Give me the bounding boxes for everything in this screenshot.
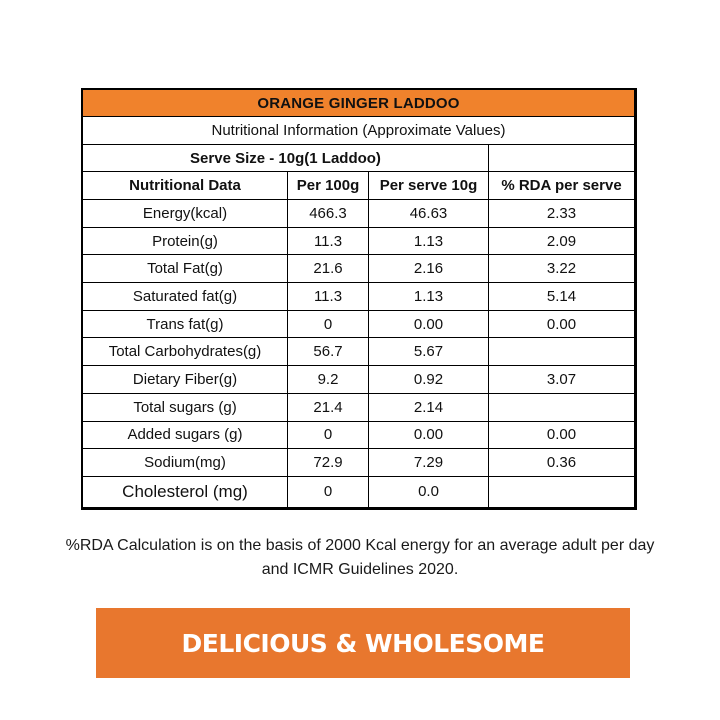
- rda-value: [489, 338, 634, 365]
- table-row: [83, 394, 634, 422]
- table-row: [83, 200, 634, 228]
- per-serve-value: 2.16: [369, 255, 489, 282]
- table-header-row: [83, 172, 634, 200]
- per-100g-value: 72.9: [288, 449, 369, 476]
- per-100g-value: 11.3: [288, 283, 369, 310]
- nutrient-name: Sodium(mg): [83, 449, 288, 476]
- per-serve-value: 0.00: [369, 311, 489, 338]
- table-row: [83, 338, 634, 366]
- header-nutritional-data: Nutritional Data: [83, 172, 288, 199]
- per-serve-value: 5.67: [369, 338, 489, 365]
- serve-size-cell: [83, 145, 489, 171]
- nutrient-name: Saturated fat(g): [83, 283, 288, 310]
- per-serve-value: 1.13: [369, 283, 489, 310]
- product-name: ORANGE GINGER LADDOO: [257, 94, 460, 112]
- header-per-100g: Per 100g: [288, 172, 369, 199]
- nutrient-name: Total Fat(g): [83, 255, 288, 282]
- tagline-text: DELICIOUS & WHOLESOME: [181, 628, 545, 658]
- per-serve-value: 7.29: [369, 449, 489, 476]
- table-row: [83, 422, 634, 450]
- table-row: [83, 311, 634, 339]
- table-row: [83, 255, 634, 283]
- table-row: [83, 477, 634, 507]
- rda-value: [489, 394, 634, 421]
- rda-value: 0.36: [546, 454, 577, 472]
- per-100g-value: 56.7: [288, 338, 369, 365]
- nutrient-name: Protein(g): [83, 228, 288, 255]
- header-per-serve: Per serve 10g: [369, 172, 489, 199]
- table-row: [83, 228, 634, 256]
- rda-value: 2.09: [546, 232, 577, 250]
- per-100g-value: 9.2: [288, 366, 369, 393]
- rda-value: 0.00: [546, 315, 577, 333]
- per-100g-value: 0: [288, 477, 369, 507]
- table-title: [83, 90, 634, 117]
- nutrient-name: Cholesterol (mg): [83, 477, 288, 507]
- rda-value: 5.14: [546, 287, 577, 305]
- table-subtitle: [83, 117, 634, 145]
- per-100g-value: 21.4: [288, 394, 369, 421]
- per-serve-value: 0.0: [369, 477, 489, 507]
- nutrient-name: Total Carbohydrates(g): [83, 338, 288, 365]
- tagline-banner: [96, 608, 630, 678]
- serve-size-blank-cell: [489, 145, 634, 171]
- table-body: [83, 200, 634, 507]
- per-serve-value: 2.14: [369, 394, 489, 421]
- nutrient-name: Dietary Fiber(g): [83, 366, 288, 393]
- table-row: [83, 366, 634, 394]
- table-row: [83, 449, 634, 477]
- header-rda: % RDA per serve: [501, 177, 622, 194]
- rda-value: 2.33: [546, 204, 577, 222]
- rda-footnote: %RDA Calculation is on the basis of 2000 Kcal energy for an average adult per day and ICMR Guidelines 2020.: [65, 537, 655, 578]
- per-100g-value: 0: [288, 311, 369, 338]
- nutrient-name: Trans fat(g): [83, 311, 288, 338]
- nutrition-table: [81, 88, 637, 510]
- per-serve-value: 1.13: [369, 228, 489, 255]
- subtitle-text: Nutritional Information (Approximate Values): [211, 122, 506, 139]
- rda-value: 3.22: [546, 260, 577, 278]
- table-row: [83, 283, 634, 311]
- per-100g-value: 11.3: [288, 228, 369, 255]
- rda-value: 3.07: [546, 370, 577, 388]
- per-serve-value: 0.00: [369, 422, 489, 449]
- rda-value: 0.00: [546, 426, 577, 444]
- per-serve-value: 46.63: [369, 200, 489, 227]
- per-100g-value: 466.3: [288, 200, 369, 227]
- nutrient-name: Total sugars (g): [83, 394, 288, 421]
- rda-value: [489, 477, 634, 507]
- nutrient-name: Energy(kcal): [83, 200, 288, 227]
- serve-size-row: [83, 145, 634, 172]
- per-100g-value: 0: [288, 422, 369, 449]
- per-serve-value: 0.92: [369, 366, 489, 393]
- serve-size-text: Serve Size - 10g(1 Laddoo): [190, 149, 381, 167]
- nutrient-name: Added sugars (g): [83, 422, 288, 449]
- per-100g-value: 21.6: [288, 255, 369, 282]
